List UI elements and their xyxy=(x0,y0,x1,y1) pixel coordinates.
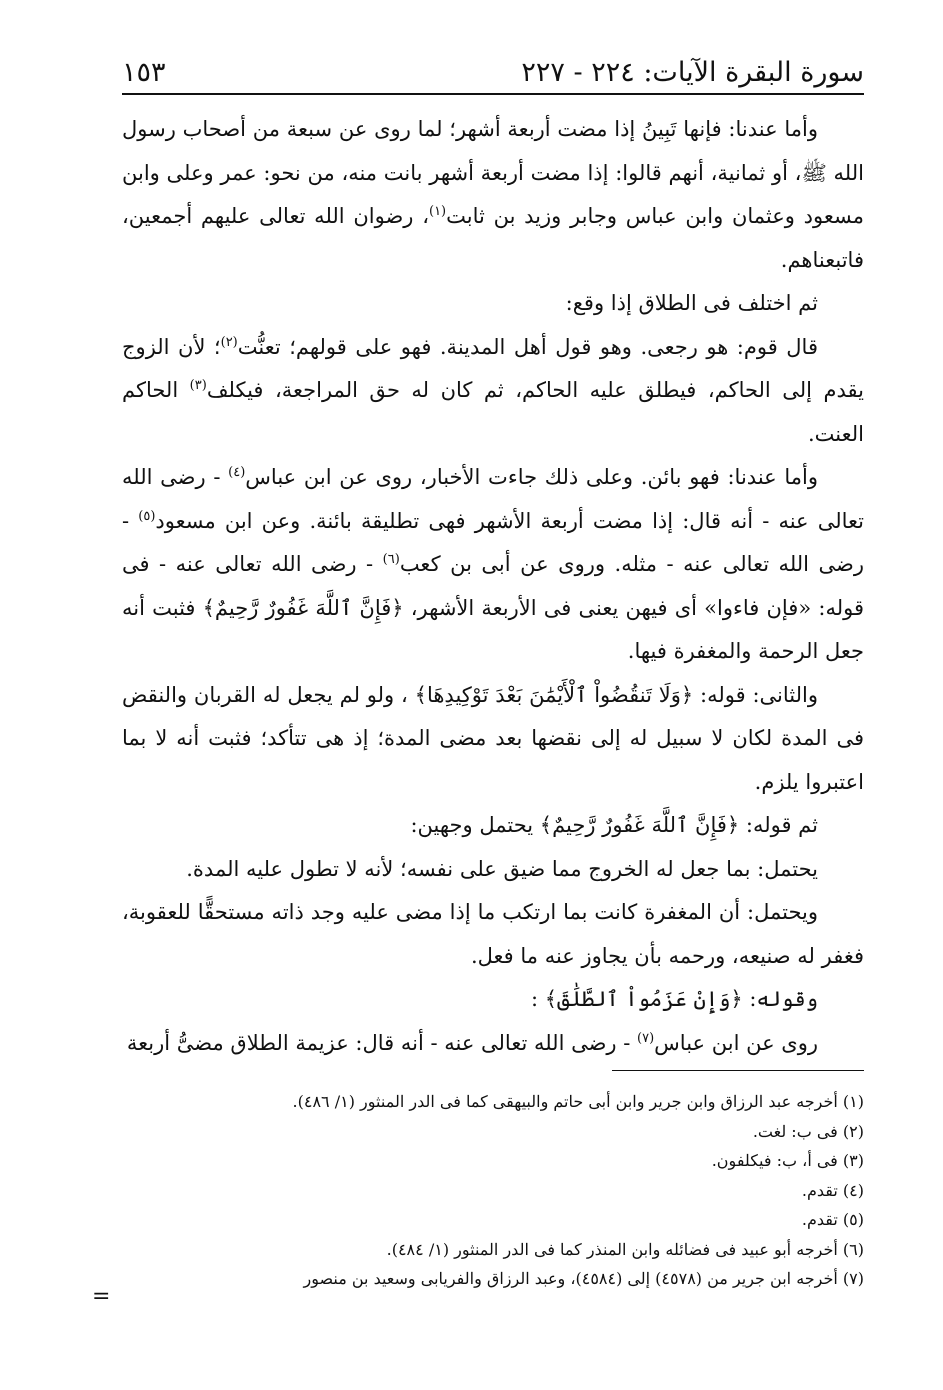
paragraph-text: ؛ لأن الزوج يقدم إلى الحاكم، فيطلق عليه الحاكم، ثم كان له حق المراجعة، فيكلف xyxy=(122,334,864,402)
paragraph-text: - رضى الله تعالى عنه - فى قوله: «فإن فاءوا» أى فيهن يعنى فى الأربعة الأشهر، ﴿فَإِنَّ ٱللَّهَ غَفُورٌ رَّحِيمٌ﴾ فثبت أنه جعل الرحمة والمغفرة فيها. xyxy=(122,552,864,663)
footnotes xyxy=(122,1087,864,1294)
footnote-1: (١) أخرجه عبد الرزاق وابن جرير وابن أبى حاتم والبيهقى كما فى الدر المنثور (١/ ٤٨٦). xyxy=(292,1092,864,1111)
paragraph-text: روى عن ابن عباس xyxy=(654,1030,818,1055)
paragraph-text: الحاكم العنت. xyxy=(122,378,864,446)
footnote-divider xyxy=(612,1070,864,1071)
footnote-3: (٣) فى أ، ب: فيكلفون. xyxy=(711,1151,864,1170)
paragraph-text: - رضى الله تعالى عنه - أنه قال: إذا مضت أربعة الأشهر فهى تطليقة بائنة. وعن ابن مسعود xyxy=(122,465,864,533)
paragraph-text: ، رضوان الله تعالى عليهم أجمعين، فاتبعناهم. xyxy=(122,204,864,272)
paragraph-text: وأما عندنا: فإنها تَبِينُ إذا مضت أربعة أشهر؛ لما روى عن سبعة من أصحاب رسول الله ﷺ، أو ثمانية، أنهم قالوا: إذا مضت أربعة أشهر بانت منه، من نحو: عمر وعلى وابن مسعود وعثمان وابن عباس وجابر وزيد بن ثابت xyxy=(122,117,864,228)
paragraph-4 xyxy=(122,456,864,674)
footnote-2: (٢) فى ب: لغت. xyxy=(752,1121,864,1141)
continuation-mark: = xyxy=(92,1284,111,1309)
footnote-ref: (٣) xyxy=(189,378,207,393)
footnote-ref: (١) xyxy=(428,204,447,219)
paragraph-7: يحتمل: بما جعل له الخروج مما ضيق على نفسه؛ لأنه لا تطول عليه المدة. xyxy=(186,856,818,881)
paragraph-9: وقوله: ﴿وَإِنْ عَزَمُواْ ٱلطَّلَٰقَ﴾ : xyxy=(531,987,818,1011)
footnote-ref: (٦) xyxy=(382,552,400,567)
paragraph-5: والثانى: قوله: ﴿وَلَا تَنقُضُواْ ٱلْأَيْمَٰنَ بَعْدَ تَوْكِيدِهَا﴾ ، ولو لم يجعل له القربان والنقض فى المدة لكان لا سبيل له إلى نقضها بعد مضى المدة؛ إذ هى تتأكد؛ فثبت أنه لا بما اعتبروا يلزم. xyxy=(122,682,864,794)
footnote-5: (٥) تقدم. xyxy=(801,1210,864,1229)
paragraph-10 xyxy=(122,1022,864,1066)
page-number: ١٥٣ xyxy=(122,57,166,88)
main-text xyxy=(122,108,864,1065)
paragraph-8: ويحتمل: أن المغفرة كانت بما ارتكب ما إذا مضى عليه وجد ذاته مستحقًّا للعقوبة، فغفر له صنيعه، ورحمه بأن يجاوز عنه ما فعل. xyxy=(122,900,864,968)
paragraph-1 xyxy=(122,108,864,282)
paragraph-text: وأما عندنا: فهو بائن. وعلى ذلك جاءت الأخبار، روى عن ابن عباس xyxy=(245,465,819,489)
paragraph-text: قال قوم: هو رجعى. وهو قول أهل المدينة. فهو على قولهم؛ تعنُّت xyxy=(237,334,818,359)
footnote-ref: (٧) xyxy=(637,1030,655,1046)
paragraph-3 xyxy=(122,326,864,457)
paragraph-text: - رضى الله تعالى عنه - مثله. وروى عن أبى بن كعب xyxy=(122,508,864,576)
footnote-ref: (٢) xyxy=(220,334,238,350)
paragraph-6: ثم قوله: ﴿فَإِنَّ ٱللَّهَ غَفُورٌ رَّحِيمٌ﴾ يحتمل وجهين: xyxy=(410,813,818,837)
header-divider xyxy=(122,93,864,95)
running-header xyxy=(122,48,864,94)
footnote-ref: (٥) xyxy=(138,508,156,524)
paragraph-2: ثم اختلف فى الطلاق إذا وقع: xyxy=(565,291,818,315)
header-title: سورة البقرة الآيات: ٢٢٤ - ٢٢٧ xyxy=(521,57,864,88)
footnote-7: (٧) أخرجه ابن جرير من (٤٥٧٨) إلى (٤٥٨٤)، وعبد الرزاق والفريابى وسعيد بن منصور xyxy=(303,1269,864,1288)
footnote-6: (٦) أخرجه أبو عبيد فى فضائله وابن المنذر كما فى الدر المنثور (١/ ٤٨٤). xyxy=(386,1239,864,1259)
footnote-4: (٤) تقدم. xyxy=(801,1180,864,1200)
footnote-ref: (٤) xyxy=(228,465,246,480)
paragraph-text: - رضى الله تعالى عنه - أنه قال: عزيمة الطلاق مضىُّ أربعة xyxy=(126,1030,638,1055)
